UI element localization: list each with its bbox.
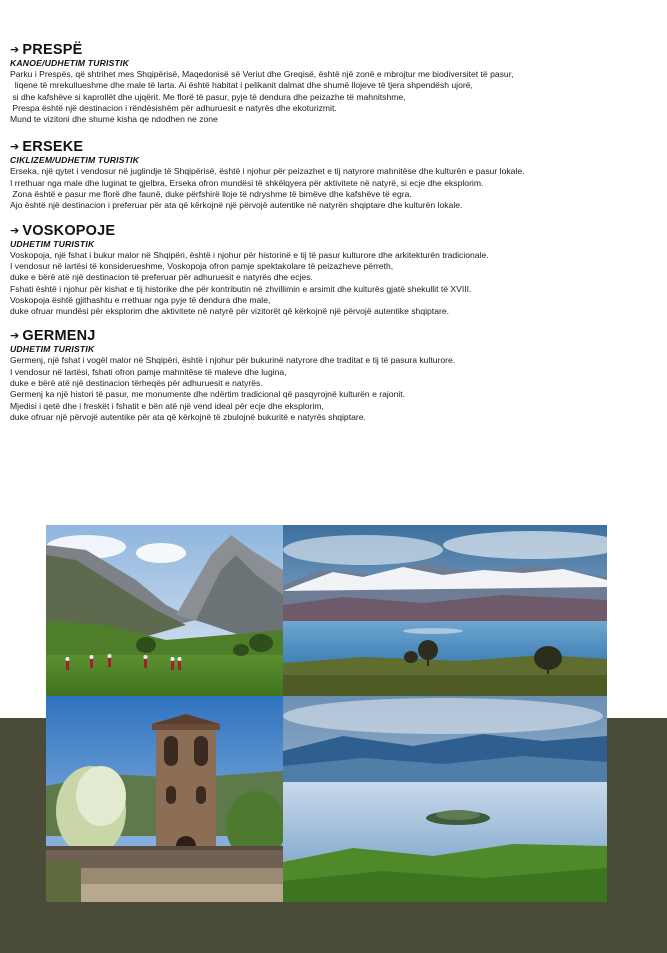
paragraph-line: I vendosur në lartësi, fshati ofron pamje mahnitëse të maleve dhe lugina, — [10, 366, 287, 377]
paragraph-line: Germenj ka një histori të pasur, me monumente dhe ndërtim tradicional që pasqyrojnë kulturën e rajonit. — [10, 389, 406, 400]
paragraph-line: Mund te vizitoni dhe shume kisha qe ndodhen ne zone — [10, 114, 218, 125]
photo-collage — [46, 525, 607, 902]
arrow-right-icon: ➔ — [10, 330, 20, 343]
lake-island-photo — [283, 696, 607, 902]
arrow-right-icon: ➔ — [10, 224, 20, 237]
paragraph-line: liqene të mrekullueshme dhe male të larta. Ai është habitat i pelikanit dalmat dhe shumë llojeve të tjera shpendësh ujorë, — [10, 80, 473, 91]
paragraph-line: Zona është e pasur me florë dhe faunë, duke përfshirë lloje të ndryshme të bimëve dhe kafshëve të egra. — [10, 189, 412, 200]
paragraph-line: si dhe kafshëve si kaprollët dhe ujqërit. Me florë të pasur, pyje të dendura dhe peizazhe të mahnitshme, — [10, 91, 406, 102]
paragraph-line: I vendosur në lartësi të konsiderueshme, Voskopoja ofron pamje spektakolare të peizazheve përreth, — [10, 260, 394, 271]
paragraph-line: Germenj, një fshat i vogël malor në Shqipëri, është i njohur për bukurinë natyrore dhe traditat e tij të pasura kulturore. — [10, 355, 456, 366]
paragraph-line: Prespa është një destinacion i rëndësishëm për adhuruesit e natyrës dhe ekoturizmit. — [10, 102, 337, 113]
paragraph-line: Voskopoja, një fshat i bukur malor në Shqipëri, është i njohur për historinë e tij të pasur kulturore dhe arkitekturën tradicionale. — [10, 249, 489, 260]
paragraph-line: Ajo është një destinacion i preferuar për ata që kërkojnë një përvojë autentike në natyrën shqiptare dhe kulturën lokale. — [10, 200, 463, 211]
paragraph-line: Fshati është i njohur për kishat e tij historike dhe për kontributin në zhvillimin e arsimit dhe kulturës gjatë shekullit të XVIII. — [10, 283, 472, 294]
arrow-right-icon: ➔ — [10, 44, 20, 56]
paragraph-line: Voskopoja është gjithashtu e rrethuar nga pyje të dendura dhe male, — [10, 294, 271, 305]
section-subtitle: CIKLIZEM/UDHETIM TURISTIK — [10, 155, 140, 166]
text-content — [10, 42, 660, 434]
section-title: ➔ GERMENJ — [10, 328, 96, 345]
section-germenj — [10, 328, 660, 423]
lake-snowy-mountains-photo — [283, 525, 607, 696]
arrow-right-icon: ➔ — [10, 141, 20, 154]
section-subtitle: KANOE/UDHETIM TURISTIK — [10, 58, 129, 68]
paragraph-line: duke e bërë atë një destinacion të preferuar për adhuruesit e natyrës dhe ecjes. — [10, 272, 313, 283]
paragraph-line: duke e bërë atë një destinacion tërheqës për adhuruesit e natyrës. — [10, 378, 263, 389]
section-erseke — [10, 139, 660, 211]
paragraph-line: Mjedisi i qetë dhe i freskët i fshatit e bën atë një vend ideal për ecje dhe eksplorim, — [10, 400, 324, 411]
section-subtitle: UDHETIM TURISTIK — [10, 238, 95, 249]
section-title: ➔ PRESPË — [10, 42, 83, 58]
mountain-hikers-photo — [46, 525, 283, 696]
paragraph-line: Erseka, një qytet i vendosur në juglindje të Shqipërisë, është i njohur për peizazhet e tij natyrore mahnitëse dhe kulturën e pasur lokale. — [10, 166, 525, 177]
paragraph-line: duke ofruar një përvojë autentike për ata që kërkojnë të zbulojnë bukuritë e natyrës shqiptare. — [10, 411, 366, 422]
section-subtitle: UDHETIM TURISTIK — [10, 344, 95, 355]
church-bell-tower-photo — [46, 696, 283, 902]
paragraph-line: Parku i Prespës, që shtrihet mes Shqipërisë, Maqedonisë së Veriut dhe Greqisë, është një zonë e mbrojtur me biodiversitet të pasur, — [10, 69, 514, 79]
section-prespe — [10, 42, 660, 125]
section-title: ➔ VOSKOPOJE — [10, 222, 116, 239]
section-voskopoje — [10, 223, 660, 318]
section-title: ➔ ERSEKE — [10, 139, 84, 156]
paragraph-line: I rrethuar nga male dhe luginat te gjelbra, Erseka ofron mundësi të shkëlqyera për aktivitete në natyrë, si ecje dhe eksplorim. — [10, 177, 484, 188]
paragraph-line: duke ofruar mundësi për eksplorim dhe aktivitete në natyrë për vizitorët që kërkojnë një përvojë autentike shqiptare. — [10, 306, 449, 317]
